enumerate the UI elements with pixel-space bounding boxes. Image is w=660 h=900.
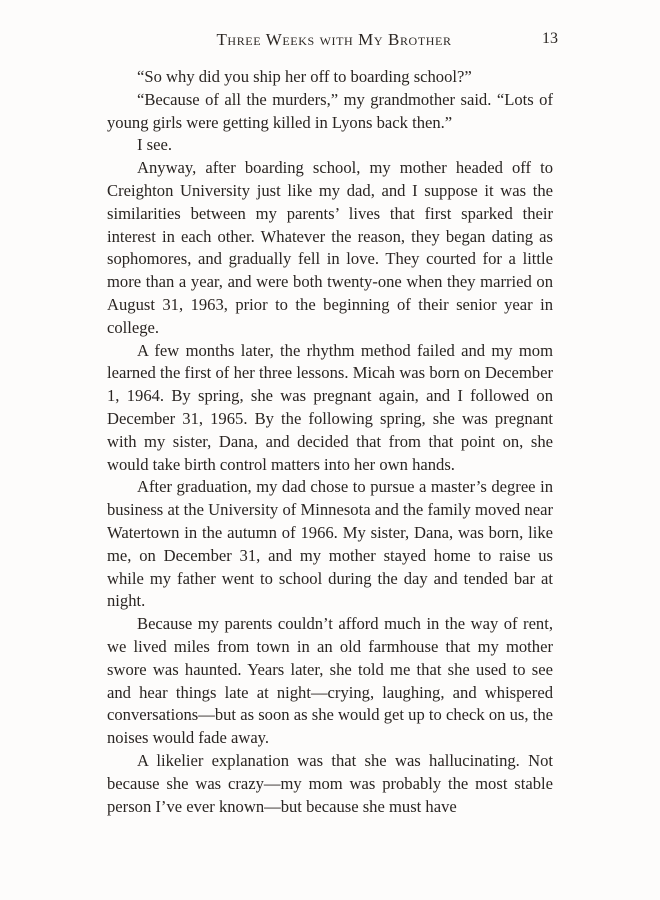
paragraph: “So why did you ship her off to boarding school?” bbox=[137, 67, 472, 86]
paragraph: After graduation, my dad chose to pursue a master’s degree in business at the University of Minnesota and the family moved near Watertown in the autumn of 1966. My sister, Dana, was born, like me, on December 31, and my mother stayed home to raise us while my father went to school during the day and tended bar at night. bbox=[107, 477, 553, 611]
paragraph: A likelier explanation was that she was hallucinating. Not because she was crazy—my mom was probably the most stable person I’ve ever known—but because she must have bbox=[107, 750, 553, 816]
page-number: 13 bbox=[542, 30, 558, 47]
running-head bbox=[108, 30, 560, 52]
body-text bbox=[107, 66, 553, 818]
paragraph: “Because of all the murders,” my grandmother said. “Lots of young girls were getting killed in Lyons back then.” bbox=[107, 89, 553, 132]
running-title: Three Weeks with My Brother bbox=[216, 30, 452, 49]
paragraph: I see. bbox=[137, 135, 173, 155]
paragraph: Anyway, after boarding school, my mother headed off to Creighton University just like my dad, and I suppose it was the similarities between my parents’ lives that first sparked their interest in each other. Whatever the reason, they began dating as sophomores, and gradually fell in love. They courted for a little more than a year, and were both twenty-one when they married on August 31, 1963, prior to the beginning of their senior year in college. bbox=[107, 158, 553, 337]
paragraph: Because my parents couldn’t afford much in the way of rent, we lived miles from town in an old farmhouse that my mother swore was haunted. Years later, she told me that she used to see and hear things late at night—crying, laughing, and whispered conversations—but as soon as she would get up to check on us, the noises would fade away. bbox=[107, 614, 553, 748]
paragraph: A few months later, the rhythm method failed and my mom learned the first of her three lessons. Micah was born on December 1, 1964. By spring, she was pregnant again, and I followed on December 31, 1965. By the following spring, she was pregnant with my sister, Dana, and decided that from that point on, she would take birth control matters into her own hands. bbox=[107, 340, 553, 474]
